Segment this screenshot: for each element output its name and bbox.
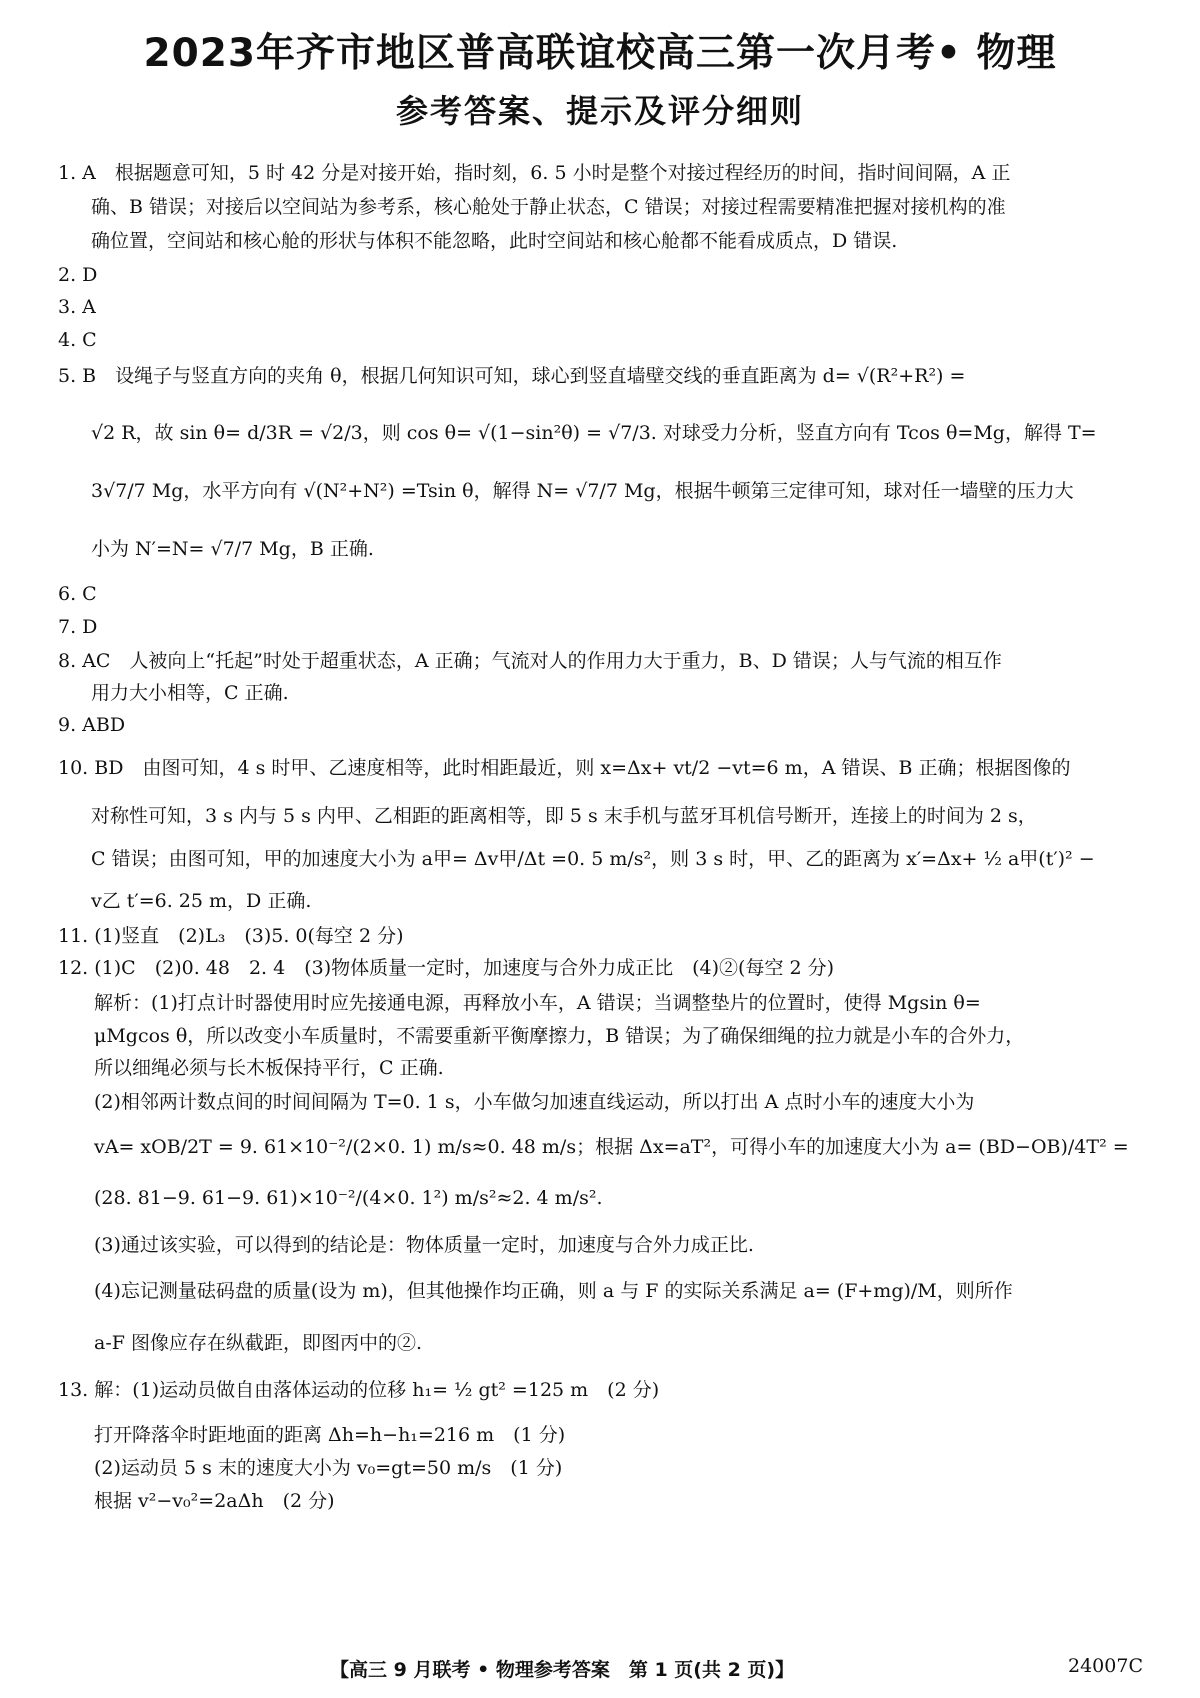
answer-line: 12. (1)C (2)0. 48 2. 4 (3)物体质量一定时，加速度与合外力成正比 (4)②(每空 2 分) bbox=[58, 957, 835, 979]
answer-line: 3. A bbox=[58, 296, 96, 318]
page-footer bbox=[0, 1655, 1200, 1685]
answer-line: 根据 v²−v₀²=2aΔh (2 分) bbox=[94, 1490, 335, 1512]
answer-line: (4)忘记测量砝码盘的质量(设为 m)，但其他操作均正确，则 a 与 F 的实际关系满足 a= (F+mg)/M，则所作 bbox=[94, 1280, 1013, 1302]
answer-line: 对称性可知，3 s 内与 5 s 内甲、乙相距的距离相等，即 5 s 末手机与蓝牙耳机信号断开，连接上的时间为 2 s， bbox=[91, 805, 1037, 827]
answer-line: 确位置，空间站和核心舱的形状与体积不能忽略，此时空间站和核心舱都不能看成质点，D 错误. bbox=[91, 230, 898, 252]
answer-line: (2)运动员 5 s 末的速度大小为 v₀=gt=50 m/s (1 分) bbox=[94, 1457, 563, 1479]
answer-line: √2 R，故 sin θ= d/3R = √2/3，则 cos θ= √(1−sin²θ) = √7/3. 对球受力分析，竖直方向有 Tcos θ=Mg，解得 T= bbox=[91, 422, 1097, 444]
answer-line: 所以细绳必须与长木板保持平行，C 正确. bbox=[94, 1057, 444, 1079]
page-title: 2023年齐市地区普高联谊校高三第一次月考• 物理 bbox=[143, 31, 1057, 76]
answer-line: 2. D bbox=[58, 264, 98, 286]
answer-line: 解析：(1)打点计时器使用时应先接通电源，再释放小车，A 错误；当调整垫片的位置时，使得 Mgsin θ= bbox=[94, 992, 981, 1014]
answer-line: 9. ABD bbox=[58, 714, 126, 736]
answer-line: 用力大小相等，C 正确. bbox=[91, 682, 289, 704]
answer-line: 10. BD 由图可知，4 s 时甲、乙速度相等，此时相距最近，则 x=Δx+ vt/2 −vt=6 m，A 错误、B 正确；根据图像的 bbox=[58, 757, 1071, 779]
answer-line: (2)相邻两计数点间的时间间隔为 T=0. 1 s，小车做匀加速直线运动，所以打出 A 点时小车的速度大小为 bbox=[94, 1091, 975, 1113]
answer-line: C 错误；由图可知，甲的加速度大小为 a甲= Δv甲/Δt =0. 5 m/s²，则 3 s 时，甲、乙的距离为 x′=Δx+ ½ a甲(t′)² − bbox=[91, 848, 1095, 870]
answer-line: 5. B 设绳子与竖直方向的夹角 θ，根据几何知识可知，球心到竖直墙壁交线的垂直距离为 d= √(R²+R²) = bbox=[58, 365, 966, 387]
footer-code: 24007C bbox=[1068, 1655, 1143, 1677]
answer-line: 8. AC 人被向上“托起”时处于超重状态，A 正确；气流对人的作用力大于重力，B、D 错误；人与气流的相互作 bbox=[58, 650, 1002, 672]
page-subtitle: 参考答案、提示及评分细则 bbox=[395, 92, 804, 130]
answer-line: μMgcos θ，所以改变小车质量时，不需要重新平衡摩擦力，B 错误；为了确保细绳的拉力就是小车的合外力， bbox=[94, 1025, 1025, 1047]
answer-line: 小为 N′=N= √7/7 Mg，B 正确. bbox=[91, 538, 374, 560]
answer-line: 11. (1)竖直 (2)L₃ (3)5. 0(每空 2 分) bbox=[58, 925, 404, 947]
answer-line: vA= xOB/2T = 9. 61×10⁻²/(2×0. 1) m/s≈0. 48 m/s；根据 Δx=aT²，可得小车的加速度大小为 a= (BD−OB)/4T² = bbox=[94, 1136, 1129, 1158]
answer-line: 7. D bbox=[58, 616, 98, 638]
answer-line: (28. 81−9. 61−9. 61)×10⁻²/(4×0. 1²) m/s²≈2. 4 m/s². bbox=[94, 1187, 603, 1209]
answer-line: v乙 t′=6. 25 m，D 正确. bbox=[91, 890, 312, 912]
answer-line: 打开降落伞时距地面的距离 Δh=h−h₁=216 m (1 分) bbox=[94, 1424, 566, 1446]
answer-line: 6. C bbox=[58, 583, 97, 605]
answer-line: a-F 图像应存在纵截距，即图丙中的②. bbox=[94, 1332, 423, 1354]
answer-line: 4. C bbox=[58, 329, 97, 351]
answer-line: (3)通过该实验，可以得到的结论是：物体质量一定时，加速度与合外力成正比. bbox=[94, 1234, 754, 1256]
answer-line: 1. A 根据题意可知，5 时 42 分是对接开始，指时刻，6. 5 小时是整个对接过程经历的时间，指时间间隔，A 正 bbox=[58, 162, 1011, 184]
footer-page-info: 【高三 9 月联考 • 物理参考答案 第 1 页(共 2 页)】 bbox=[330, 1659, 795, 1681]
answer-line: 确、B 错误；对接后以空间站为参考系，核心舱处于静止状态，C 错误；对接过程需要精准把握对接机构的准 bbox=[91, 196, 1006, 218]
answer-line: 3√7/7 Mg，水平方向有 √(N²+N²) =Tsin θ，解得 N= √7/7 Mg，根据牛顿第三定律可知，球对任一墙壁的压力大 bbox=[91, 480, 1074, 502]
answer-line: 13. 解：(1)运动员做自由落体运动的位移 h₁= ½ gt² =125 m (2 分) bbox=[58, 1379, 660, 1401]
